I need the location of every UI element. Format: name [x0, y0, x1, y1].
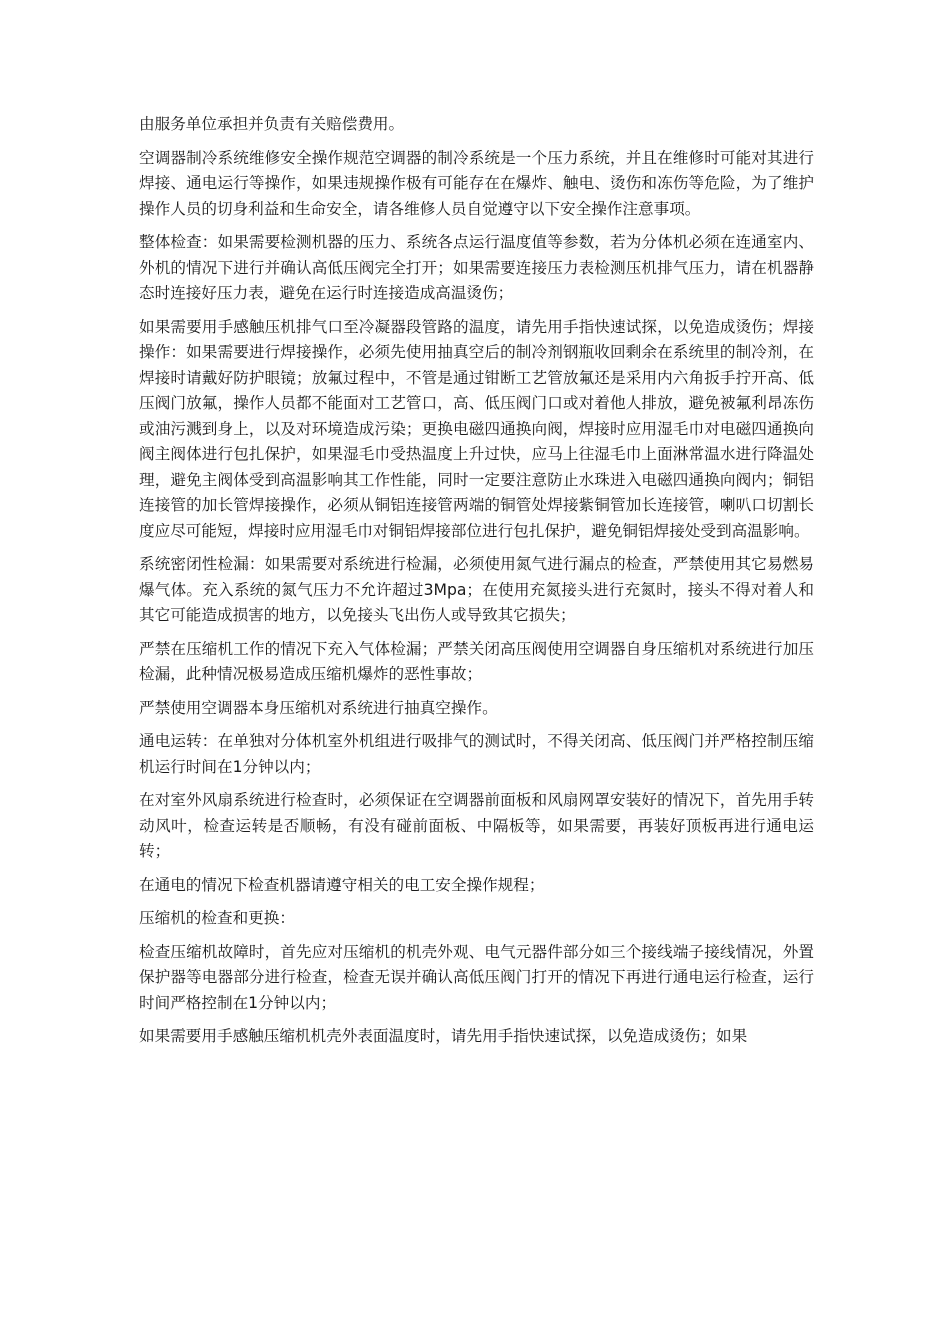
paragraph: 系统密闭性检漏：如果需要对系统进行检漏，必须使用氮气进行漏点的检查，严禁使用其它易燃易爆气体。充入系统的氮气压力不允许超过3Mpa；在使用充氮接头进行充氮时，接头不得对着人和其它可能造成损害的地方，以免接头飞出伤人或导致其它损失； [139, 555, 814, 624]
paragraph: 整体检查：如果需要检测机器的压力、系统各点运行温度值等参数，若为分体机必须在连通室内、外机的情况下进行并确认高低压阀完全打开；如果需要连接压力表检测压机排气压力，请在机器静态时连接好压力表，避免在运行时连接造成高温烫伤； [139, 233, 814, 302]
paragraph: 压缩机的检查和更换： [139, 909, 295, 927]
paragraph: 严禁使用空调器本身压缩机对系统进行抽真空操作。 [139, 698, 498, 717]
paragraph: 如果需要用手感触压缩机机壳外表面温度时，请先用手指快速试探，以免造成烫伤；如果 [139, 1027, 748, 1045]
paragraph: 由服务单位承担并负责有关赔偿费用。 [139, 115, 405, 133]
paragraph: 严禁在压缩机工作的情况下充入气体检漏；严禁关闭高压阀使用空调器自身压缩机对系统进行加压检漏，此种情况极易造成压缩机爆炸的恶性事故； [139, 639, 814, 683]
paragraph: 在对室外风扇系统进行检查时，必须保证在空调器前面板和风扇网罩安装好的情况下，首先用手转动风叶，检查运转是否顺畅，有没有碰前面板、中隔板等，如果需要，再装好顶板再进行通电运转； [139, 791, 814, 860]
document-body [139, 112, 814, 1058]
paragraph: 在通电的情况下检查机器请遵守相关的电工安全操作规程； [139, 875, 545, 894]
paragraph: 如果需要用手感触压机排气口至冷凝器段管路的温度，请先用手指快速试探，以免造成烫伤；焊接操作：如果需要进行焊接操作，必须先使用抽真空后的制冷剂钢瓶收回剩余在系统里的制冷剂，在焊接时请戴好防护眼镜；放氟过程中，不管是通过钳断工艺管放氟还是采用内六角扳手拧开高、低压阀门放氟，操作人员都不能面对工艺管口，高、低压阀门口或对着他人排放，避免被氟利昂冻伤或油污溅到身上，以及对环境造成污染；更换电磁四通换向阀，焊接时应用湿毛巾对电磁四通换向阀主阀体进行包扎保护，如果湿毛巾受热温度上升过快，应马上往湿毛巾上面淋常温水进行降温处理，避免主阀体受到高温影响其工作性能，同时一定要注意防止水珠进入电磁四通换向阀内；铜铝连接管的加长管焊接操作，必须从铜铝连接管两端的铜管处焊接紫铜管加长连接管，喇叭口切割长度应尽可能短，焊接时应用湿毛巾对铜铝焊接部位进行包扎保护，避免铜铝焊接处受到高温影响。 [139, 317, 814, 540]
paragraph: 检查压缩机故障时，首先应对压缩机的机壳外观、电气元器件部分如三个接线端子接线情况，外置保护器等电器部分进行检查，检查无误并确认高低压阀门打开的情况下再进行通电运行检查，运行时间严格控制在1分钟以内； [139, 942, 814, 1012]
paragraph: 通电运转：在单独对分体机室外机组进行吸排气的测试时，不得关闭高、低压阀门并严格控制压缩机运行时间在1分钟以内； [139, 732, 814, 776]
paragraph: 空调器制冷系统维修安全操作规范空调器的制冷系统是一个压力系统，并且在维修时可能对其进行焊接、通电运行等操作，如果违规操作极有可能存在在爆炸、触电、烫伤和冻伤等危险，为了维护操作人员的切身利益和生命安全，请各维修人员自觉遵守以下安全操作注意事项。 [139, 148, 814, 218]
